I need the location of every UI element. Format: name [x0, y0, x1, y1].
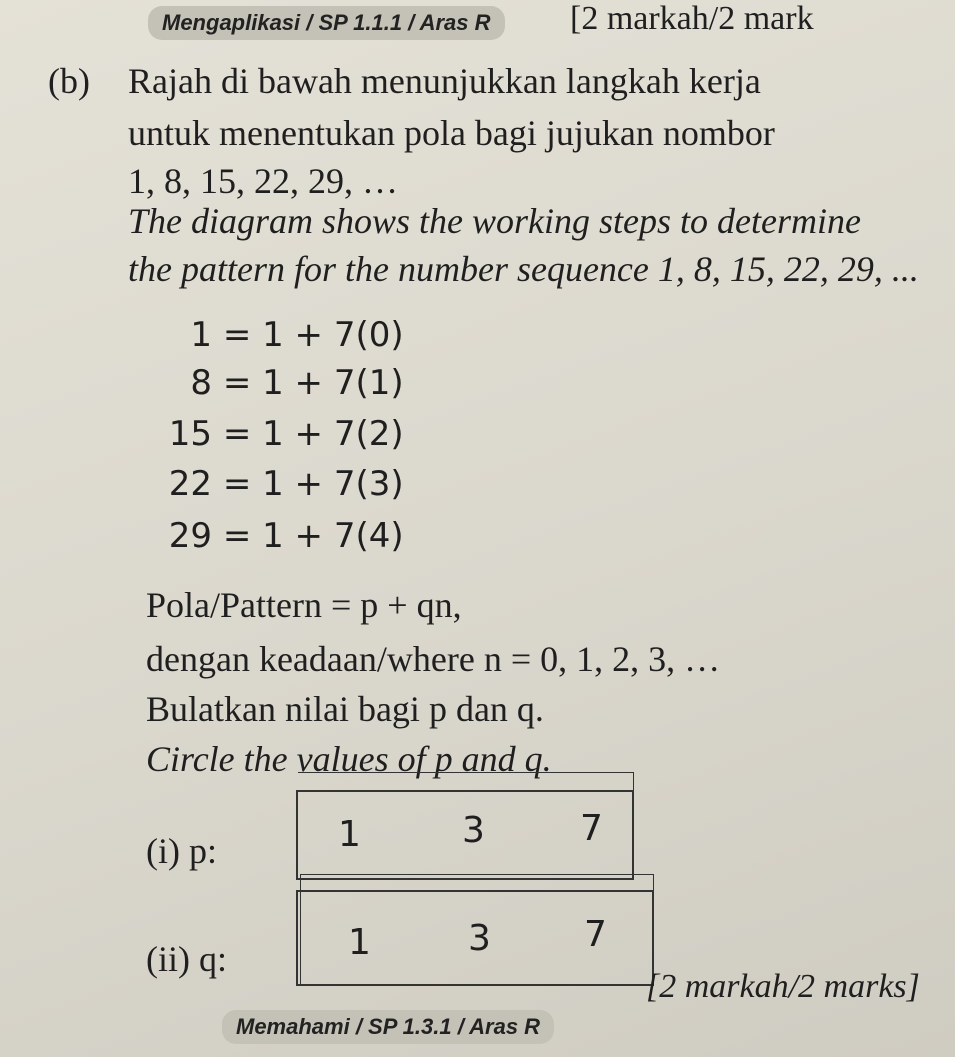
question-malay-line2: untuk menentukan pola bagi jujukan nombor: [128, 113, 775, 153]
step-row: [160, 464, 404, 504]
step-rhs: = 1 + 7(1): [222, 363, 404, 403]
option-q-7[interactable]: 7: [584, 914, 607, 955]
instruction-malay: Bulatkan nilai bagi p dan q.: [146, 689, 544, 729]
answer-box-q: [296, 890, 654, 986]
option-p-1[interactable]: 1: [338, 814, 361, 855]
step-row: [160, 363, 404, 403]
step-rhs: = 1 + 7(0): [222, 315, 404, 355]
step-lhs: 22: [168, 464, 212, 504]
step-row: [160, 516, 404, 556]
instruction-english: Circle the values of p and q.: [146, 739, 552, 779]
option-p-7[interactable]: 7: [580, 808, 603, 849]
step-lhs: 29: [168, 516, 212, 556]
step-rhs: = 1 + 7(3): [222, 464, 404, 504]
step-lhs: 1: [190, 315, 212, 355]
answer-box-p: [296, 790, 634, 880]
option-p-3[interactable]: 3: [462, 810, 485, 851]
pattern-condition: dengan keadaan/where n = 0, 1, 2, 3, …: [146, 639, 721, 679]
question-english-line2: the pattern for the number sequence 1, 8, 15, 22, 29, ...: [128, 249, 919, 289]
step-row: [160, 414, 404, 454]
step-rhs: = 1 + 7(4): [222, 516, 404, 556]
option-q-1[interactable]: 1: [348, 922, 371, 963]
step-lhs: 8: [190, 363, 212, 403]
step-rhs: = 1 + 7(2): [222, 414, 404, 454]
part-i-label: (i) p:: [146, 831, 217, 871]
step-lhs: 15: [168, 414, 212, 454]
pattern-formula: Pola/Pattern = p + qn,: [146, 585, 462, 625]
marks-label-footer: [2 markah/2 marks]: [646, 968, 920, 1005]
question-english-line1: The diagram shows the working steps to determine: [128, 201, 861, 241]
question-label: (b): [48, 61, 90, 101]
number-sequence: 1, 8, 15, 22, 29, …: [128, 161, 398, 201]
marks-label-header: [2 markah/2 mark: [570, 0, 814, 37]
part-ii-label: (ii) q:: [146, 939, 227, 979]
skill-tag-header: Mengaplikasi / SP 1.1.1 / Aras R: [148, 6, 505, 40]
question-malay-line1: Rajah di bawah menunjukkan langkah kerja: [128, 61, 761, 101]
skill-tag-footer: Memahami / SP 1.3.1 / Aras R: [222, 1010, 554, 1044]
option-q-3[interactable]: 3: [468, 918, 491, 959]
step-row: [160, 315, 404, 355]
